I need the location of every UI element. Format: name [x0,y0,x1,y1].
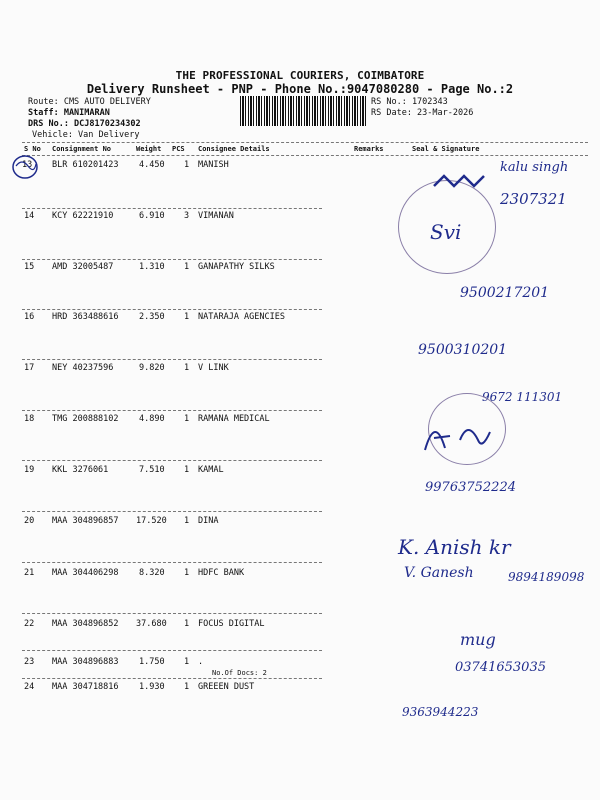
row-weight: 4.890 [139,414,165,424]
signature-row-21-number: 9894189098 [508,570,585,584]
row-weight: 9.820 [139,363,165,373]
rs-date: RS Date: 23-Mar-2026 [371,108,474,118]
barcode [240,96,368,126]
signature-row-15: 9500217201 [460,285,550,301]
docs-count: No.Of Docs: 2 [212,669,267,677]
header-rule-top [22,142,588,143]
circled-scribble-mark [8,152,42,182]
row-consignee: KAMAL [198,465,224,475]
col-consignee: Consignee Details [198,145,270,153]
staff-label: Staff: MANIMARAN [28,108,110,118]
row-consignee: . [198,657,204,667]
row-consignee: FOCUS DIGITAL [198,619,265,629]
row-divider [22,650,322,651]
row-pcs: 1 [184,160,190,170]
row-divider [22,259,322,260]
row-divider [22,678,322,679]
row-pcs: 1 [184,568,190,578]
row-divider [22,562,322,563]
row-sno: 15 [24,262,35,272]
row-sno: 24 [24,682,35,692]
runsheet-subtitle: Delivery Runsheet - PNP - Phone No.:9047080280 - Page No.:2 [86,82,514,96]
signature-row-24: 03741653035 [455,660,546,675]
row-pcs: 1 [184,363,190,373]
signature-row-14: Svi [430,220,462,244]
row-consignment: MAA 304896852 [52,619,119,629]
row-sno: 17 [24,363,35,373]
row-consignee: HDFC BANK [198,568,245,578]
row-pcs: 1 [184,619,190,629]
row-divider [22,460,322,461]
signature-row-23: mug [460,630,496,649]
rs-number: RS No.: 1702343 [371,97,448,107]
row-sno: 23 [24,657,35,667]
row-pcs: 1 [184,682,190,692]
row-pcs: 1 [184,465,190,475]
row-divider [22,410,322,411]
row-weight: 1.750 [139,657,165,667]
row-consignee: MANISH [198,160,229,170]
row-consignment: KKL 3276061 [52,465,109,475]
row-sno: 18 [24,414,35,424]
col-weight: Weight [136,145,162,153]
row-pcs: 1 [184,414,190,424]
row-sno: 16 [24,312,35,322]
signature-row-18: 9672 111301 [482,390,563,404]
row-divider [22,613,322,614]
row-sno: 20 [24,516,35,526]
row-weight: 8.320 [139,568,165,578]
row-consignee: DINA [198,516,219,526]
drs-number: DRS No.: DCJ8170234302 [28,119,141,129]
row-divider [22,511,322,512]
row-weight: 7.510 [139,465,165,475]
row-weight: 1.930 [139,682,165,692]
row-pcs: 3 [184,211,190,221]
row-sno: 14 [24,211,35,221]
row-consignment: TMG 200888102 [52,414,119,424]
signature-row-19: 99763752224 [425,480,516,495]
row-pcs: 1 [184,262,190,272]
col-remarks: Remarks [354,145,384,153]
col-seal-signature: Seal & Signature [412,145,480,153]
row-consignment: MAA 304896857 [52,516,119,526]
signature-row-21: V. Ganesh [404,565,474,581]
row-weight: 4.450 [139,160,165,170]
signature-row-13: kalu singh [500,160,569,175]
row-consignee: V LINK [198,363,229,373]
row-consignment: MAA 304896883 [52,657,119,667]
row-sno: 22 [24,619,35,629]
row-consignment: MAA 304406298 [52,568,119,578]
scratch-out-mark [432,172,492,192]
signature-row-20: K. Anish kr [398,535,511,559]
vehicle-label: Vehicle: Van Delivery [32,130,140,140]
signature-row-17: 9500310201 [418,342,508,358]
row-consignment: KCY 62221910 [52,211,114,221]
col-sno: S No [24,145,41,153]
row-pcs: 1 [184,312,190,322]
row-divider [22,359,322,360]
row-sno: 21 [24,568,35,578]
company-title: THE PROFESSIONAL COURIERS, COIMBATORE [175,69,425,82]
row-sno: 19 [24,465,35,475]
row-consignee: VIMANAN [198,211,234,221]
col-pcs: PCS [172,145,185,153]
row-divider [22,309,322,310]
row-pcs: 1 [184,657,190,667]
row-consignment: AMD 32005487 [52,262,114,272]
col-consignment: Consignment No [52,145,112,153]
row-consignee: GANAPATHY SILKS [198,262,275,272]
row-sno: 13 [22,160,33,170]
row-weight: 17.520 [136,516,167,526]
row-consignment: NEY 40237596 [52,363,114,373]
row-consignee: GREEEN DUST [198,682,255,692]
row-divider [22,208,322,209]
signature-row-13-number: 2307321 [500,190,567,208]
signature-row-24-number: 9363944223 [402,705,479,719]
row-consignment: MAA 304718816 [52,682,119,692]
header-rule-bottom [22,155,588,156]
row-weight: 2.350 [139,312,165,322]
row-consignment: BLR 610201423 [52,160,119,170]
route-label: Route: CMS AUTO DELIVERY [28,97,151,107]
row-weight: 6.910 [139,211,165,221]
row-pcs: 1 [184,516,190,526]
row-consignment: HRD 363488616 [52,312,119,322]
row-consignee: RAMANA MEDICAL [198,414,270,424]
row-weight: 37.680 [136,619,167,629]
row-weight: 1.310 [139,262,165,272]
row-consignee: NATARAJA AGENCIES [198,312,285,322]
scribble-signature [420,410,510,460]
